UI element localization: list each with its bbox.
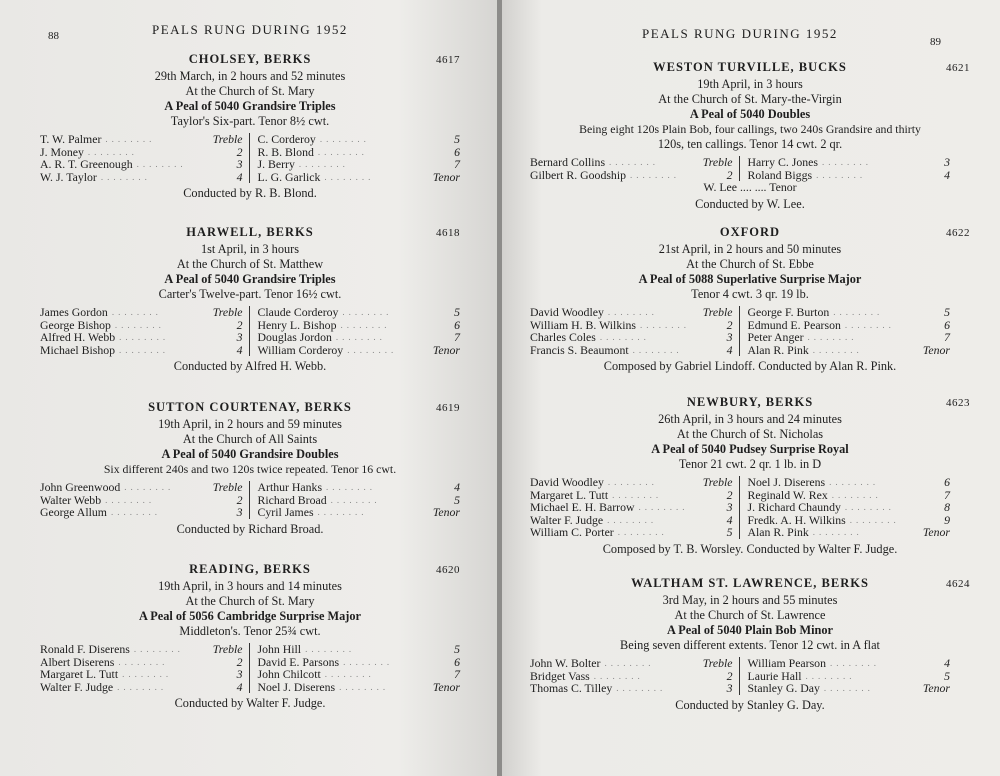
ringer: Bernard Collins ........ Treble: [530, 155, 733, 169]
ringer: L. G. Garlick ........ Tenor: [257, 169, 460, 184]
ringers-list: [40, 306, 460, 356]
conducted-by: Composed by Gabriel Lindoff. Conducted by Alan R. Pink.: [603, 359, 897, 373]
ringers-list: [530, 657, 950, 695]
ringer: Gilbert R. Goodship ........ 2: [530, 167, 733, 182]
ringer: George Bishop ........ 2: [40, 317, 243, 332]
page-number: 89: [930, 36, 941, 48]
ringer: Roland Biggs ........ 4: [747, 167, 950, 182]
ringer: Alan R. Pink ........ Tenor: [747, 342, 950, 357]
ringer: J. Berry ........ 7: [257, 157, 460, 171]
peal-date: 19th April, in 2 hours and 59 minutes: [158, 417, 342, 431]
peal-number: 4624: [946, 578, 970, 590]
ringer: Thomas C. Tilley ........ 3: [530, 681, 733, 695]
peal-detail: Being eight 120s Plain Bob, four callings, two 240s Grandsire and thirty: [579, 122, 921, 136]
ringer: Michael E. H. Barrow ........ 3: [530, 500, 733, 514]
ringer: Laurie Hall ........ 5: [747, 668, 950, 683]
conducted-by: Conducted by R. B. Blond.: [183, 186, 317, 200]
peal-detail: Six different 240s and two 120s twice repeated. Tenor 16 cwt.: [103, 462, 397, 476]
conducted-by: Conducted by Stanley G. Day.: [675, 697, 825, 712]
peal-date: 21st April, in 2 hours and 50 minutes: [658, 242, 842, 256]
ringer: Ronald F. Diserens ........ Treble: [40, 642, 243, 656]
ringer: David Woodley ........ Treble: [530, 475, 733, 489]
peal-entry: [530, 225, 970, 374]
peal-date: 3rd May, in 2 hours and 55 minutes: [662, 593, 838, 607]
ringer: John Hill ........ 5: [257, 642, 460, 656]
peal-place: OXFORD: [719, 225, 781, 239]
running-header: PEALS RUNG DURING 1952: [152, 22, 348, 37]
peal-detail: Carter's Twelve-part. Tenor 16½ cwt.: [158, 287, 342, 301]
peal-church: At the Church of St. Mary: [185, 84, 315, 98]
peal-place: SUTTON COURTENAY, BERKS: [148, 400, 352, 414]
ringer: Bridget Vass ........ 2: [530, 668, 733, 683]
ringer: Fredk. A. H. Wilkins ........ 9: [747, 512, 950, 527]
ringer: Francis S. Beaumont ........ 4: [530, 342, 733, 357]
ringer: Douglas Jordon ........ 7: [257, 330, 460, 344]
ringer: Richard Broad ........ 5: [257, 492, 460, 507]
ringer: James Gordon ........ Treble: [40, 305, 243, 319]
page-number: 88: [48, 30, 59, 42]
peal-date: 1st April, in 3 hours: [200, 242, 300, 256]
ringer: J. Money ........ 2: [40, 144, 243, 159]
peal-method: A Peal of 5040 Grandsire Doubles: [161, 447, 339, 461]
peal-detail: Middleton's. Tenor 25¾ cwt.: [179, 624, 321, 638]
peal-place: WESTON TURVILLE, BUCKS: [653, 60, 847, 74]
ringers-list: [530, 476, 950, 539]
ringer: Walter Webb ........ 2: [40, 492, 243, 507]
peal-date: 19th April, in 3 hours and 14 minutes: [158, 579, 342, 593]
ringers-list: [40, 643, 460, 693]
ringer: A. R. T. Greenough ........ 3: [40, 157, 243, 171]
peal-method: A Peal of 5040 Grandsire Triples: [164, 272, 336, 286]
peal-place: READING, BERKS: [189, 562, 311, 576]
conducted-by: Conducted by Alfred H. Webb.: [173, 359, 327, 373]
ringer: C. Corderoy ........ 5: [257, 132, 460, 146]
peal-detail: Taylor's Six-part. Tenor 8½ cwt.: [170, 114, 330, 128]
ringer: George Allum ........ 3: [40, 505, 243, 519]
peal-date: 19th April, in 3 hours: [697, 77, 803, 91]
ringer: Noel J. Diserens ........ Tenor: [257, 679, 460, 694]
peal-detail-continued: 120s, ten callings. Tenor 14 cwt. 2 qr.: [657, 137, 843, 151]
peal-detail: Tenor 21 cwt. 2 qr. 1 lb. in D: [678, 457, 822, 471]
ringer: Michael Bishop ........ 4: [40, 342, 243, 357]
peal-number: 4621: [946, 62, 970, 74]
center-ringer: W. Lee .... .... Tenor: [703, 180, 797, 194]
peal-method: A Peal of 5040 Plain Bob Minor: [666, 623, 833, 637]
ringer: Stanley G. Day ........ Tenor: [747, 681, 950, 695]
peal-date: 26th April, in 3 hours and 24 minutes: [658, 412, 842, 426]
peal-number: 4618: [436, 227, 460, 239]
peal-method: A Peal of 5056 Cambridge Surprise Major: [139, 609, 361, 623]
peal-number: 4617: [436, 54, 460, 66]
peal-entry: [530, 576, 970, 713]
ringer: W. J. Taylor ........ 4: [40, 169, 243, 184]
peal-number: 4620: [436, 564, 460, 576]
peal-place: HARWELL, BERKS: [186, 225, 314, 239]
ringer: Peter Anger ........ 7: [747, 330, 950, 344]
peal-entry: [530, 60, 970, 212]
right-page: [502, 0, 1000, 776]
ringer: Margaret L. Tutt ........ 2: [530, 487, 733, 502]
peal-detail: Tenor 4 cwt. 3 qr. 19 lb.: [691, 287, 809, 301]
ringer: John Greenwood ........ Treble: [40, 480, 243, 494]
ringer: Walter F. Judge ........ 4: [40, 679, 243, 694]
conducted-by: Conducted by Walter F. Judge.: [174, 696, 326, 710]
peal-method: A Peal of 5088 Superlative Surprise Major: [638, 272, 862, 286]
peal-number: 4622: [946, 227, 970, 239]
running-header: PEALS RUNG DURING 1952: [642, 26, 838, 41]
peal-method: A Peal of 5040 Pudsey Surprise Royal: [651, 442, 849, 456]
peal-entry: [40, 562, 460, 711]
peal-place: WALTHAM ST. LAWRENCE, BERKS: [631, 576, 869, 590]
ringer: Margaret L. Tutt ........ 3: [40, 667, 243, 681]
ringer: William C. Porter ........ 5: [530, 525, 733, 539]
ringer: John Chilcott ........ 7: [257, 667, 460, 681]
peal-church: At the Church of St. Mary-the-Virgin: [658, 92, 842, 106]
ringers-list: [40, 133, 460, 183]
ringer: Noel J. Diserens ........ 6: [747, 475, 950, 489]
conducted-by: Conducted by Richard Broad.: [176, 521, 324, 536]
peal-method: A Peal of 5040 Grandsire Triples: [164, 99, 336, 113]
conducted-by: Conducted by W. Lee.: [695, 197, 805, 211]
ringer: William H. B. Wilkins ........ 2: [530, 317, 733, 332]
peal-number: 4619: [436, 402, 460, 414]
ringer: R. B. Blond ........ 6: [257, 144, 460, 159]
ringer: Harry C. Jones ........ 3: [747, 155, 950, 169]
peal-entry: [530, 395, 970, 557]
peal-church: At the Church of St. Lawrence: [674, 608, 826, 622]
ringer: David E. Parsons ........ 6: [257, 654, 460, 669]
ringer: Charles Coles ........ 3: [530, 330, 733, 344]
peal-church: At the Church of St. Ebbe: [686, 257, 814, 271]
ringers-list: [530, 306, 950, 356]
peal-church: At the Church of St. Mary: [185, 594, 315, 608]
peal-number: 4623: [946, 397, 970, 409]
peal-place: NEWBURY, BERKS: [686, 395, 814, 409]
ringer: Walter F. Judge ........ 4: [530, 512, 733, 527]
ringer: Albert Diserens ........ 2: [40, 654, 243, 669]
ringer: William Pearson ........ 4: [747, 656, 950, 670]
peal-entry: [40, 225, 460, 374]
peal-detail: Being seven different extents. Tenor 12 cwt. in A flat: [620, 638, 880, 652]
ringer: Alan R. Pink ........ Tenor: [747, 525, 950, 539]
ringer: Henry L. Bishop ........ 6: [257, 317, 460, 332]
ringer: Cyril James ........ Tenor: [257, 505, 460, 519]
peal-date: 29th March, in 2 hours and 52 minutes: [154, 69, 346, 83]
peal-church: At the Church of St. Nicholas: [676, 427, 824, 441]
ringer: Edmund E. Pearson ........ 6: [747, 317, 950, 332]
ringer: John W. Bolter ........ Treble: [530, 656, 733, 670]
peal-entry: [40, 52, 460, 201]
peal-method: A Peal of 5040 Doubles: [689, 107, 811, 121]
conducted-by: Composed by T. B. Worsley. Conducted by Walter F. Judge.: [602, 541, 898, 556]
peal-entry: [40, 400, 460, 537]
peal-place: CHOLSEY, BERKS: [188, 52, 312, 66]
ringer: Reginald W. Rex ........ 7: [747, 487, 950, 502]
ringers-list: [40, 481, 460, 519]
ringer: T. W. Palmer ........ Treble: [40, 132, 243, 146]
ringer: Arthur Hanks ........ 4: [257, 480, 460, 494]
peal-church: At the Church of St. Matthew: [176, 257, 324, 271]
ringer: David Woodley ........ Treble: [530, 305, 733, 319]
ringer: Claude Corderoy ........ 5: [257, 305, 460, 319]
ringers-list: [530, 156, 950, 181]
left-page: [0, 0, 498, 776]
peal-church: At the Church of All Saints: [182, 432, 318, 446]
ringer: J. Richard Chaundy ........ 8: [747, 500, 950, 514]
ringer: Alfred H. Webb ........ 3: [40, 330, 243, 344]
ringer: William Corderoy ........ Tenor: [257, 342, 460, 357]
ringer: George F. Burton ........ 5: [747, 305, 950, 319]
